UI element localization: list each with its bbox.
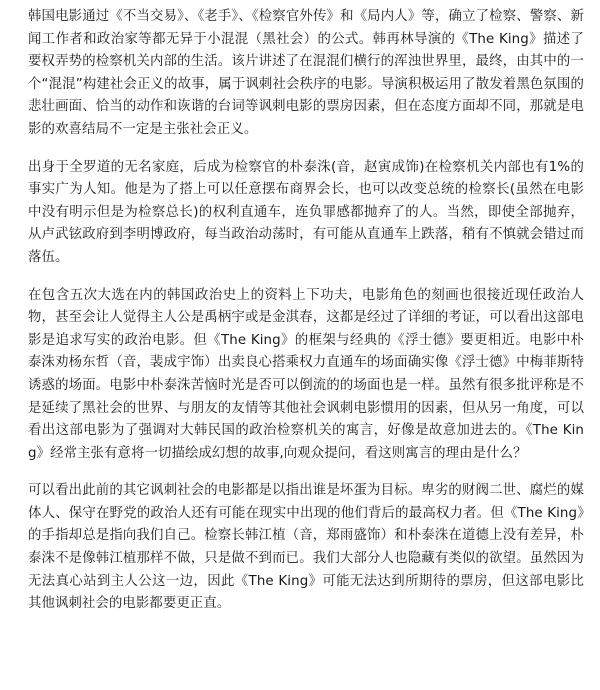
article-paragraph-4: 可以看出此前的其它讽刺社会的电影都是以指出谁是坏蛋为目标。卑劣的财阀二世、腐烂的媒体人、保守在野党的政治人还有可能在现实中出现的他们背后的最高权力者。但《The King》的手指却总是指向我们自己。检察长韩江植（音，郑雨盛饰）和朴泰洙在道德上没有差异，朴泰洙不是像韩江植那样不做，只是做不到而已。我们大部分人也隐藏有类似的欲望。虽然因为无法真心站到主人公这一边，因此《The King》可能无法达到所期待的票房，但这部电影比其他讽刺社会的电影都要更正直。 bbox=[28, 483, 584, 612]
article-paragraph-3: 在包含五次大选在内的韩国政治史上的资料上下功夫，电影角色的刻画也很接近现任政治人物，甚至会让人觉得主人公是禹柄宇或是金淇春，这都是经过了详细的考证，可以看出这部电影是追求写实的政治电影。但《The King》的框架与经典的《浮士德》要更相近。电影中朴泰洙劝杨东哲（音，裴成宇饰）出卖良心搭乘权力直通车的场面确实像《浮士德》中梅菲斯特诱惑的场面。电影中朴泰洙苦恼时光是否可以倒流的的场面也是一样。虽然有很多批评称是不是延续了黑社会的世界、与朋友的友情等其他社会讽刺电影惯用的因素，但从另一角度，可以看出这部电影为了强调对大韩民国的政治检察机关的寓言，好像是故意加进去的。《The King》经常主张有意将一切描绘成幻想的故事,向观众提问，看这则寓言的理由是什么？ bbox=[28, 287, 584, 461]
article-body bbox=[28, 6, 584, 631]
article-paragraph-1: 韩国电影通过《不当交易》、《老手》、《检察官外传》和《局内人》等，确立了检察、警察、新闻工作者和政治家等都无异于小混混（黑社会）的公式。韩再林导演的《The King》描述了要权弄势的检察机关内部的生活。该片讲述了在混混们横行的浑浊世界里，最终，由其中的一个“混混”构建社会正义的故事，属于讽刺社会秩序的电影。导演积极运用了散发着黑色氛围的悲壮画面、恰当的动作和诙谐的台词等讽刺电影的票房因素，但在态度方面却不同，那就是电影的欢喜结局不一定是主张社会正义。 bbox=[28, 9, 584, 137]
article-paragraph-2: 出身于全罗道的无名家庭，后成为检察官的朴泰洙(音，赵寅成饰)在检察机关内部也有1%的事实广为人知。他是为了搭上可以任意摆布商界会长，也可以改变总统的检察长(虽然在电影中没有明示但是为检察总长)的权利直通车，连负罪感都抛弃了的人。当然，即使全部抛弃，从卢武铉政府到李明博政府，每当政治动荡时，有可能从直通车上跌落，稍有不慎就会错过而落伍。 bbox=[28, 159, 584, 265]
